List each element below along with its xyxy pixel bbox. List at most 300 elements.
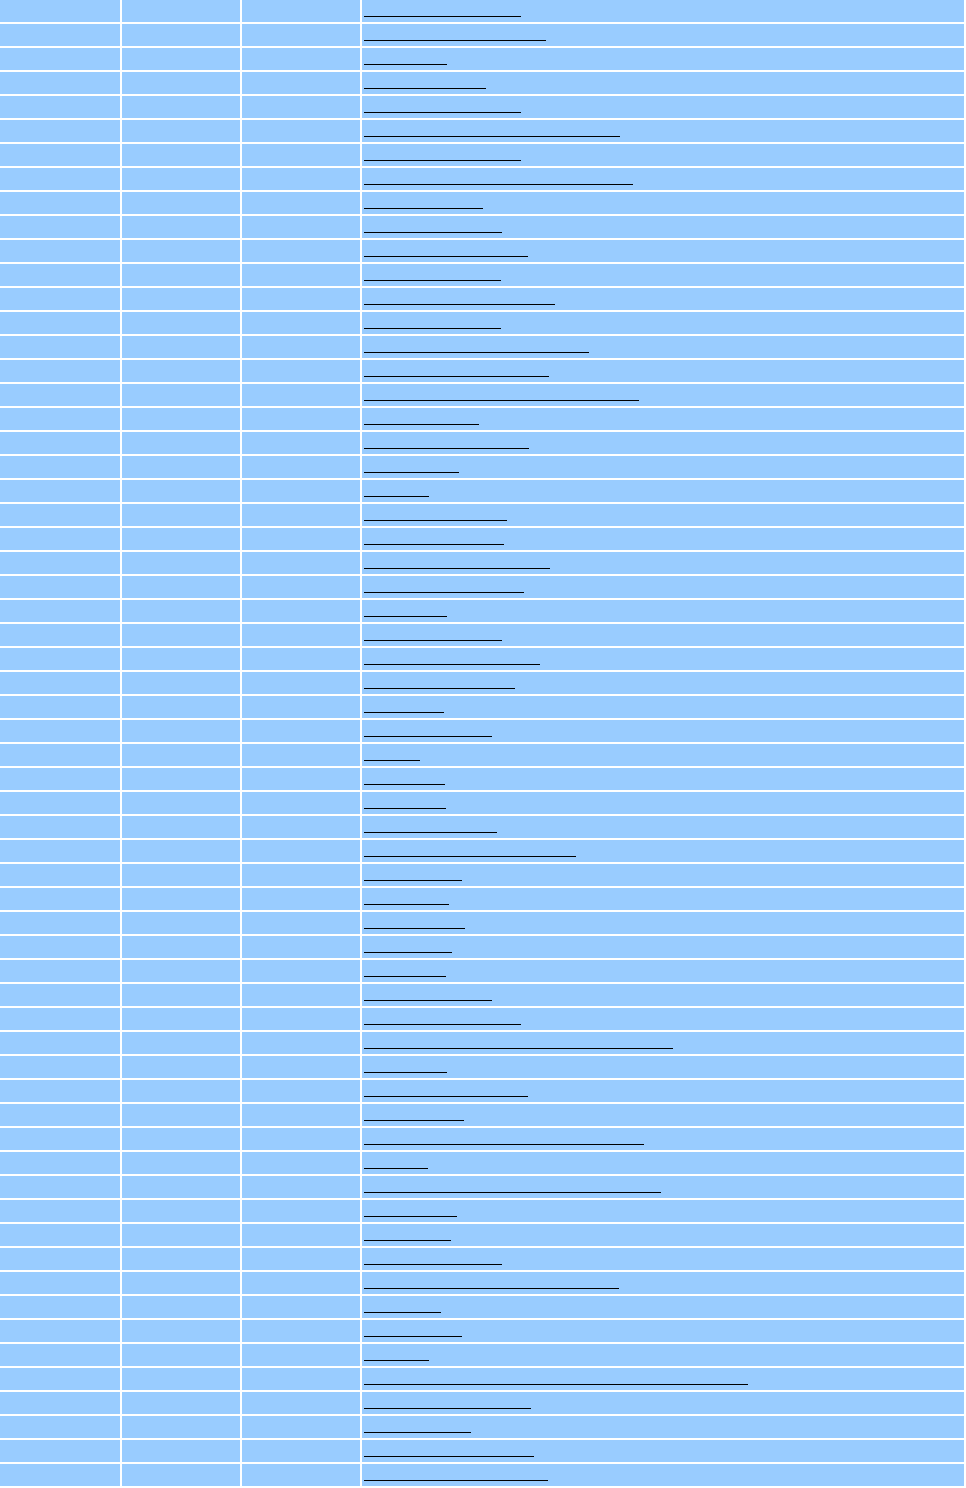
table-row bbox=[0, 1176, 966, 1200]
table-cell-col-3 bbox=[242, 1200, 362, 1224]
table-row bbox=[0, 216, 966, 240]
table-cell-col-1 bbox=[0, 264, 122, 288]
table-cell-col-2 bbox=[122, 1104, 242, 1128]
table-row bbox=[0, 144, 966, 168]
table-row bbox=[0, 0, 966, 24]
table-cell-col-4 bbox=[362, 936, 966, 960]
table-cell-col-4 bbox=[362, 144, 966, 168]
table-row bbox=[0, 336, 966, 360]
table-row bbox=[0, 648, 966, 672]
table-cell-col-4 bbox=[362, 624, 966, 648]
table-cell-col-1 bbox=[0, 792, 122, 816]
table-cell-col-2 bbox=[122, 216, 242, 240]
table-cell-col-2 bbox=[122, 744, 242, 768]
row-link[interactable] bbox=[364, 520, 507, 521]
table-cell-col-2 bbox=[122, 1128, 242, 1152]
table-cell-col-3 bbox=[242, 888, 362, 912]
table-cell-col-3 bbox=[242, 648, 362, 672]
table-cell-col-1 bbox=[0, 216, 122, 240]
row-link[interactable] bbox=[364, 112, 521, 113]
table-cell-col-3 bbox=[242, 1104, 362, 1128]
table-row bbox=[0, 1200, 966, 1224]
table-cell-col-1 bbox=[0, 744, 122, 768]
table-cell-col-2 bbox=[122, 552, 242, 576]
table-row bbox=[0, 72, 966, 96]
table-cell-col-1 bbox=[0, 240, 122, 264]
table-row bbox=[0, 384, 966, 408]
table-cell-col-3 bbox=[242, 768, 362, 792]
table-cell-col-1 bbox=[0, 408, 122, 432]
table-row bbox=[0, 960, 966, 984]
table-cell-col-1 bbox=[0, 1392, 122, 1416]
row-link[interactable] bbox=[364, 760, 420, 761]
row-link[interactable] bbox=[364, 1144, 644, 1145]
table-cell-col-2 bbox=[122, 960, 242, 984]
table-cell-col-4 bbox=[362, 1104, 966, 1128]
table-cell-col-1 bbox=[0, 1344, 122, 1368]
table-cell-col-3 bbox=[242, 696, 362, 720]
row-link[interactable] bbox=[364, 88, 486, 89]
row-link[interactable] bbox=[364, 1336, 462, 1337]
table-cell-col-4 bbox=[362, 1368, 966, 1392]
table-cell-col-2 bbox=[122, 48, 242, 72]
table-cell-col-4 bbox=[362, 1200, 966, 1224]
table-cell-col-4 bbox=[362, 168, 966, 192]
table-cell-col-2 bbox=[122, 840, 242, 864]
table-cell-col-4 bbox=[362, 384, 966, 408]
table-cell-col-1 bbox=[0, 144, 122, 168]
table-cell-col-2 bbox=[122, 1008, 242, 1032]
table-row bbox=[0, 696, 966, 720]
table-cell-col-3 bbox=[242, 456, 362, 480]
table-cell-col-3 bbox=[242, 744, 362, 768]
table-row bbox=[0, 48, 966, 72]
table-cell-col-1 bbox=[0, 1296, 122, 1320]
table-cell-col-1 bbox=[0, 336, 122, 360]
row-link[interactable] bbox=[364, 1360, 429, 1361]
table-cell-col-1 bbox=[0, 1080, 122, 1104]
row-link[interactable] bbox=[364, 1096, 528, 1097]
table-cell-col-3 bbox=[242, 144, 362, 168]
table-cell-col-3 bbox=[242, 1176, 362, 1200]
table-row bbox=[0, 1368, 966, 1392]
table-cell-col-1 bbox=[0, 384, 122, 408]
row-link[interactable] bbox=[364, 136, 620, 137]
row-link[interactable] bbox=[364, 688, 515, 689]
table-row bbox=[0, 936, 966, 960]
row-link[interactable] bbox=[364, 1408, 531, 1409]
table-cell-col-4 bbox=[362, 744, 966, 768]
row-link[interactable] bbox=[364, 568, 550, 569]
row-link[interactable] bbox=[364, 184, 633, 185]
table-cell-col-1 bbox=[0, 768, 122, 792]
table-row bbox=[0, 264, 966, 288]
table-cell-col-1 bbox=[0, 936, 122, 960]
table-cell-col-3 bbox=[242, 360, 362, 384]
table-row bbox=[0, 888, 966, 912]
table-cell-col-2 bbox=[122, 1440, 242, 1464]
table-row bbox=[0, 120, 966, 144]
table-cell-col-1 bbox=[0, 480, 122, 504]
table-cell-col-2 bbox=[122, 504, 242, 528]
table-row bbox=[0, 1440, 966, 1464]
table-cell-col-2 bbox=[122, 1080, 242, 1104]
table-cell-col-3 bbox=[242, 624, 362, 648]
row-link[interactable] bbox=[364, 496, 429, 497]
table-cell-col-4 bbox=[362, 1224, 966, 1248]
row-link[interactable] bbox=[364, 784, 445, 785]
table-cell-col-4 bbox=[362, 1152, 966, 1176]
table-cell-col-4 bbox=[362, 1008, 966, 1032]
row-link[interactable] bbox=[364, 928, 465, 929]
table-row bbox=[0, 1152, 966, 1176]
table-row bbox=[0, 504, 966, 528]
table-row bbox=[0, 912, 966, 936]
row-link[interactable] bbox=[364, 904, 449, 905]
table-cell-col-3 bbox=[242, 1008, 362, 1032]
row-link[interactable] bbox=[364, 328, 501, 329]
table-row bbox=[0, 1032, 966, 1056]
table-cell-col-3 bbox=[242, 1416, 362, 1440]
table-cell-col-4 bbox=[362, 552, 966, 576]
table-cell-col-1 bbox=[0, 624, 122, 648]
table-cell-col-1 bbox=[0, 1008, 122, 1032]
table-cell-col-2 bbox=[122, 528, 242, 552]
table-cell-col-2 bbox=[122, 1344, 242, 1368]
row-link[interactable] bbox=[364, 256, 528, 257]
table-cell-col-2 bbox=[122, 1152, 242, 1176]
table-cell-col-2 bbox=[122, 360, 242, 384]
table-cell-col-2 bbox=[122, 672, 242, 696]
table-row bbox=[0, 96, 966, 120]
table-cell-col-4 bbox=[362, 1272, 966, 1296]
table-cell-col-2 bbox=[122, 648, 242, 672]
table-row bbox=[0, 168, 966, 192]
table-row bbox=[0, 768, 966, 792]
table-cell-col-2 bbox=[122, 912, 242, 936]
table-cell-col-4 bbox=[362, 1056, 966, 1080]
table-cell-col-1 bbox=[0, 1200, 122, 1224]
table-cell-col-1 bbox=[0, 840, 122, 864]
table-cell-col-2 bbox=[122, 144, 242, 168]
row-link[interactable] bbox=[364, 232, 502, 233]
table-cell-col-4 bbox=[362, 1344, 966, 1368]
table-cell-col-3 bbox=[242, 1392, 362, 1416]
table-cell-col-3 bbox=[242, 1440, 362, 1464]
table-cell-col-3 bbox=[242, 1368, 362, 1392]
table-cell-col-2 bbox=[122, 96, 242, 120]
table-cell-col-1 bbox=[0, 648, 122, 672]
table-row bbox=[0, 432, 966, 456]
table-cell-col-2 bbox=[122, 1248, 242, 1272]
row-link[interactable] bbox=[364, 1120, 464, 1121]
table-cell-col-3 bbox=[242, 1320, 362, 1344]
table-row bbox=[0, 1344, 966, 1368]
table-cell-col-4 bbox=[362, 1080, 966, 1104]
table-cell-col-2 bbox=[122, 1296, 242, 1320]
table-row bbox=[0, 984, 966, 1008]
table-cell-col-2 bbox=[122, 888, 242, 912]
table-cell-col-3 bbox=[242, 1344, 362, 1368]
table-row bbox=[0, 1272, 966, 1296]
table-cell-col-1 bbox=[0, 504, 122, 528]
table-cell-col-2 bbox=[122, 24, 242, 48]
row-link[interactable] bbox=[364, 1432, 471, 1433]
table-row bbox=[0, 600, 966, 624]
table-cell-col-2 bbox=[122, 1176, 242, 1200]
table-cell-col-3 bbox=[242, 552, 362, 576]
table-cell-col-4 bbox=[362, 1440, 966, 1464]
row-link[interactable] bbox=[364, 544, 504, 545]
table-row bbox=[0, 840, 966, 864]
table-cell-col-4 bbox=[362, 1464, 966, 1488]
table-cell-col-2 bbox=[122, 120, 242, 144]
row-link[interactable] bbox=[364, 40, 546, 41]
table-cell-col-1 bbox=[0, 816, 122, 840]
table-cell-col-1 bbox=[0, 1416, 122, 1440]
row-link[interactable] bbox=[364, 736, 492, 737]
row-link[interactable] bbox=[364, 1000, 492, 1001]
table-cell-col-1 bbox=[0, 984, 122, 1008]
table-row bbox=[0, 528, 966, 552]
table-cell-col-1 bbox=[0, 720, 122, 744]
table-cell-col-1 bbox=[0, 1368, 122, 1392]
table-row bbox=[0, 720, 966, 744]
row-link[interactable] bbox=[364, 376, 549, 377]
row-link[interactable] bbox=[364, 808, 446, 809]
table-cell-col-3 bbox=[242, 936, 362, 960]
row-link[interactable] bbox=[364, 832, 497, 833]
table-row bbox=[0, 240, 966, 264]
table-cell-col-1 bbox=[0, 1464, 122, 1488]
table-row bbox=[0, 1248, 966, 1272]
table-cell-col-1 bbox=[0, 1032, 122, 1056]
table-cell-col-3 bbox=[242, 312, 362, 336]
row-link[interactable] bbox=[364, 304, 555, 305]
table-cell-col-4 bbox=[362, 888, 966, 912]
row-link[interactable] bbox=[364, 856, 576, 857]
table-row bbox=[0, 1320, 966, 1344]
row-link[interactable] bbox=[364, 1072, 447, 1073]
row-link[interactable] bbox=[364, 16, 521, 17]
table-cell-col-1 bbox=[0, 864, 122, 888]
table-row bbox=[0, 576, 966, 600]
row-link[interactable] bbox=[364, 592, 524, 593]
table-cell-col-4 bbox=[362, 24, 966, 48]
row-link[interactable] bbox=[364, 400, 639, 401]
table-cell-col-3 bbox=[242, 1296, 362, 1320]
table-cell-col-4 bbox=[362, 912, 966, 936]
table-cell-col-4 bbox=[362, 984, 966, 1008]
table-cell-col-3 bbox=[242, 528, 362, 552]
table-cell-col-1 bbox=[0, 1104, 122, 1128]
table-cell-col-2 bbox=[122, 384, 242, 408]
table-cell-col-3 bbox=[242, 504, 362, 528]
table-cell-col-4 bbox=[362, 288, 966, 312]
table-cell-col-1 bbox=[0, 888, 122, 912]
table-cell-col-2 bbox=[122, 864, 242, 888]
table-cell-col-2 bbox=[122, 936, 242, 960]
table-cell-col-4 bbox=[362, 456, 966, 480]
table-cell-col-3 bbox=[242, 672, 362, 696]
table-cell-col-3 bbox=[242, 216, 362, 240]
table-cell-col-3 bbox=[242, 864, 362, 888]
table-cell-col-4 bbox=[362, 696, 966, 720]
table-cell-col-2 bbox=[122, 168, 242, 192]
table-cell-col-2 bbox=[122, 264, 242, 288]
row-link[interactable] bbox=[364, 64, 447, 65]
table-cell-col-1 bbox=[0, 576, 122, 600]
table-cell-col-2 bbox=[122, 696, 242, 720]
row-link[interactable] bbox=[364, 448, 529, 449]
table-cell-col-1 bbox=[0, 168, 122, 192]
table-cell-col-1 bbox=[0, 1176, 122, 1200]
row-link[interactable] bbox=[364, 1456, 534, 1457]
table-row bbox=[0, 552, 966, 576]
table-cell-col-3 bbox=[242, 96, 362, 120]
table-cell-col-3 bbox=[242, 432, 362, 456]
table-row bbox=[0, 480, 966, 504]
table-cell-col-2 bbox=[122, 1464, 242, 1488]
table-cell-col-3 bbox=[242, 720, 362, 744]
row-link[interactable] bbox=[364, 1048, 673, 1049]
table-cell-col-1 bbox=[0, 912, 122, 936]
table-cell-col-3 bbox=[242, 576, 362, 600]
row-link[interactable] bbox=[364, 1384, 748, 1385]
row-link[interactable] bbox=[364, 352, 589, 353]
table-cell-col-4 bbox=[362, 816, 966, 840]
table-cell-col-1 bbox=[0, 48, 122, 72]
table-cell-col-1 bbox=[0, 1152, 122, 1176]
table-cell-col-4 bbox=[362, 600, 966, 624]
table-cell-col-2 bbox=[122, 1272, 242, 1296]
table-cell-col-2 bbox=[122, 432, 242, 456]
row-link[interactable] bbox=[364, 976, 446, 977]
table-cell-col-1 bbox=[0, 432, 122, 456]
table-cell-col-4 bbox=[362, 336, 966, 360]
table-cell-col-2 bbox=[122, 984, 242, 1008]
table-cell-col-4 bbox=[362, 48, 966, 72]
table-cell-col-3 bbox=[242, 480, 362, 504]
row-link[interactable] bbox=[364, 952, 452, 953]
table-cell-col-2 bbox=[122, 240, 242, 264]
row-link[interactable] bbox=[364, 1288, 619, 1289]
row-link[interactable] bbox=[364, 712, 444, 713]
table-cell-col-2 bbox=[122, 312, 242, 336]
table-cell-col-1 bbox=[0, 1440, 122, 1464]
table-cell-col-2 bbox=[122, 1416, 242, 1440]
table-cell-col-3 bbox=[242, 600, 362, 624]
table-cell-col-1 bbox=[0, 24, 122, 48]
table-cell-col-4 bbox=[362, 72, 966, 96]
table-row bbox=[0, 1392, 966, 1416]
table-cell-col-2 bbox=[122, 1032, 242, 1056]
table-row bbox=[0, 408, 966, 432]
table-row bbox=[0, 24, 966, 48]
table-cell-col-2 bbox=[122, 792, 242, 816]
table-cell-col-4 bbox=[362, 792, 966, 816]
table-cell-col-4 bbox=[362, 648, 966, 672]
table-row bbox=[0, 1056, 966, 1080]
table-cell-col-1 bbox=[0, 528, 122, 552]
row-link[interactable] bbox=[364, 160, 521, 161]
table-row bbox=[0, 360, 966, 384]
table-cell-col-2 bbox=[122, 720, 242, 744]
table-cell-col-4 bbox=[362, 480, 966, 504]
row-link[interactable] bbox=[364, 1240, 451, 1241]
table-row bbox=[0, 1464, 966, 1488]
row-link[interactable] bbox=[364, 1192, 661, 1193]
row-link[interactable] bbox=[364, 1312, 441, 1313]
table-cell-col-3 bbox=[242, 72, 362, 96]
table-cell-col-4 bbox=[362, 720, 966, 744]
row-link[interactable] bbox=[364, 208, 483, 209]
table-cell-col-2 bbox=[122, 480, 242, 504]
row-link[interactable] bbox=[364, 1168, 428, 1169]
table-row bbox=[0, 1104, 966, 1128]
table-cell-col-2 bbox=[122, 288, 242, 312]
table-cell-col-1 bbox=[0, 552, 122, 576]
table-cell-col-4 bbox=[362, 1032, 966, 1056]
table-cell-col-2 bbox=[122, 1368, 242, 1392]
table-cell-col-3 bbox=[242, 192, 362, 216]
row-link[interactable] bbox=[364, 640, 502, 641]
table-cell-col-4 bbox=[362, 408, 966, 432]
row-link[interactable] bbox=[364, 616, 447, 617]
table-cell-col-4 bbox=[362, 1392, 966, 1416]
table-cell-col-4 bbox=[362, 432, 966, 456]
table-cell-col-4 bbox=[362, 1296, 966, 1320]
table-cell-col-4 bbox=[362, 0, 966, 24]
table-cell-col-3 bbox=[242, 1464, 362, 1488]
table-row bbox=[0, 1080, 966, 1104]
table-cell-col-4 bbox=[362, 504, 966, 528]
table-cell-col-1 bbox=[0, 72, 122, 96]
table-cell-col-3 bbox=[242, 1152, 362, 1176]
table-cell-col-2 bbox=[122, 336, 242, 360]
table-row bbox=[0, 624, 966, 648]
table-cell-col-4 bbox=[362, 240, 966, 264]
row-link[interactable] bbox=[364, 1216, 457, 1217]
table-cell-col-4 bbox=[362, 360, 966, 384]
table-cell-col-4 bbox=[362, 1128, 966, 1152]
table-cell-col-4 bbox=[362, 528, 966, 552]
table-row bbox=[0, 1296, 966, 1320]
row-link[interactable] bbox=[364, 880, 462, 881]
table-row bbox=[0, 792, 966, 816]
row-link[interactable] bbox=[364, 472, 459, 473]
row-link[interactable] bbox=[364, 664, 540, 665]
table-cell-col-2 bbox=[122, 816, 242, 840]
table-cell-col-1 bbox=[0, 672, 122, 696]
table-cell-col-3 bbox=[242, 1080, 362, 1104]
row-link[interactable] bbox=[364, 280, 501, 281]
table-cell-col-2 bbox=[122, 456, 242, 480]
table-cell-col-4 bbox=[362, 1176, 966, 1200]
row-link[interactable] bbox=[364, 1024, 521, 1025]
table-cell-col-1 bbox=[0, 1320, 122, 1344]
row-link[interactable] bbox=[364, 1264, 502, 1265]
table-cell-col-1 bbox=[0, 312, 122, 336]
table-cell-col-2 bbox=[122, 408, 242, 432]
table-cell-col-3 bbox=[242, 816, 362, 840]
row-link[interactable] bbox=[364, 424, 479, 425]
table-cell-col-4 bbox=[362, 576, 966, 600]
table-cell-col-2 bbox=[122, 768, 242, 792]
table-cell-col-4 bbox=[362, 672, 966, 696]
table-cell-col-3 bbox=[242, 0, 362, 24]
table-row bbox=[0, 672, 966, 696]
